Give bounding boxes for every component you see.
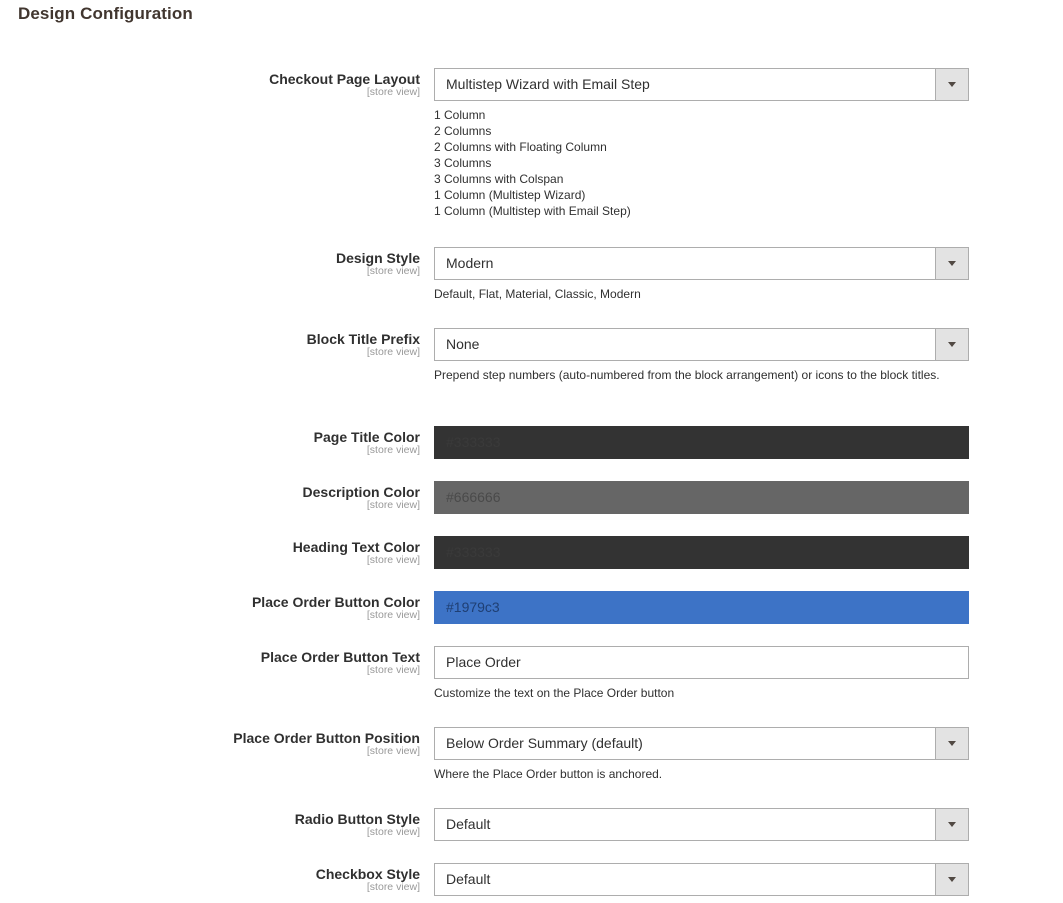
place-order-button-position-select[interactable]: [434, 727, 969, 760]
scope-label: [store view]: [366, 346, 420, 358]
selected-value: Default: [446, 816, 491, 832]
scope-label: [store view]: [366, 444, 420, 456]
field-note: Default, Flat, Material, Classic, Modern: [434, 287, 641, 301]
field-note: Prepend step numbers (auto-numbered from the block arrangement) or icons to the block titles.: [434, 368, 940, 382]
field-label-group: [0, 648, 420, 676]
layout-option-text: 2 Columns: [434, 124, 492, 138]
scope-label: [store view]: [366, 881, 420, 893]
field-label-group: [0, 538, 420, 566]
field-note: Customize the text on the Place Order button: [434, 686, 675, 700]
layout-option-text: 1 Column (Multistep Wizard): [434, 188, 586, 202]
field-label: Heading Text Color: [292, 539, 420, 555]
scope-label: [store view]: [366, 86, 420, 98]
selected-value: Default: [446, 871, 491, 887]
field-label-group: [0, 810, 420, 838]
heading-text-color-input[interactable]: [434, 536, 969, 569]
color-value: #333333: [446, 544, 501, 560]
scope-label: [store view]: [366, 609, 420, 621]
field-label-group: [0, 330, 420, 358]
field-label-group: [0, 593, 420, 621]
field-label: Place Order Button Color: [251, 594, 420, 610]
scope-label: [store view]: [366, 265, 420, 277]
design-style-select[interactable]: [434, 247, 969, 280]
checkout-layout-select[interactable]: [434, 68, 969, 101]
field-note: Where the Place Order button is anchored.: [434, 767, 663, 781]
place-order-button-color-input[interactable]: [434, 591, 969, 624]
scope-label: [store view]: [366, 554, 420, 566]
selected-value: None: [446, 336, 480, 352]
place-order-button-text-input[interactable]: [434, 646, 969, 679]
chevron-down-icon[interactable]: [935, 728, 968, 759]
field-label-group: [0, 249, 420, 277]
selected-value: Modern: [446, 255, 494, 271]
block-title-prefix-select[interactable]: [434, 328, 969, 361]
input-value: Place Order: [446, 654, 521, 670]
layout-option-text: 1 Column: [434, 108, 486, 122]
scope-label: [store view]: [366, 664, 420, 676]
field-label-group: [0, 428, 420, 456]
field-label-group: [0, 483, 420, 511]
field-label: Page Title Color: [313, 429, 420, 445]
layout-option-text: 3 Columns with Colspan: [434, 172, 564, 186]
field-label: Place Order Button Text: [260, 649, 420, 665]
chevron-down-icon[interactable]: [935, 809, 968, 840]
checkbox-style-select[interactable]: [434, 863, 969, 896]
field-label: Description Color: [302, 484, 420, 500]
field-label-group: [0, 70, 420, 98]
scope-label: [store view]: [366, 745, 420, 757]
field-label: Radio Button Style: [294, 811, 420, 827]
radio-button-style-select[interactable]: [434, 808, 969, 841]
scope-label: [store view]: [366, 499, 420, 511]
layout-option-text: 3 Columns: [434, 156, 492, 170]
field-label: Place Order Button Position: [233, 730, 420, 746]
color-value: #333333: [446, 434, 501, 450]
field-label: Design Style: [335, 250, 420, 266]
field-label-group: [0, 865, 420, 893]
chevron-down-icon[interactable]: [935, 864, 968, 895]
selected-value: Below Order Summary (default): [446, 735, 643, 751]
chevron-down-icon[interactable]: [935, 248, 968, 279]
section-title: Design Configuration: [18, 4, 193, 23]
chevron-down-icon[interactable]: [935, 329, 968, 360]
layout-option-text: 1 Column (Multistep with Email Step): [434, 204, 631, 218]
layout-options-note: [434, 107, 954, 219]
field-label: Checkout Page Layout: [269, 71, 420, 87]
field-label: Block Title Prefix: [306, 331, 420, 347]
color-value: #1979c3: [446, 599, 500, 615]
chevron-down-icon[interactable]: [935, 69, 968, 100]
layout-option-text: 2 Columns with Floating Column: [434, 140, 607, 154]
selected-value: Multistep Wizard with Email Step: [446, 76, 650, 92]
field-label-group: [0, 729, 420, 757]
field-label: Checkbox Style: [315, 866, 420, 882]
description-color-input[interactable]: [434, 481, 969, 514]
page-title-color-input[interactable]: [434, 426, 969, 459]
scope-label: [store view]: [366, 826, 420, 838]
color-value: #666666: [446, 489, 501, 505]
